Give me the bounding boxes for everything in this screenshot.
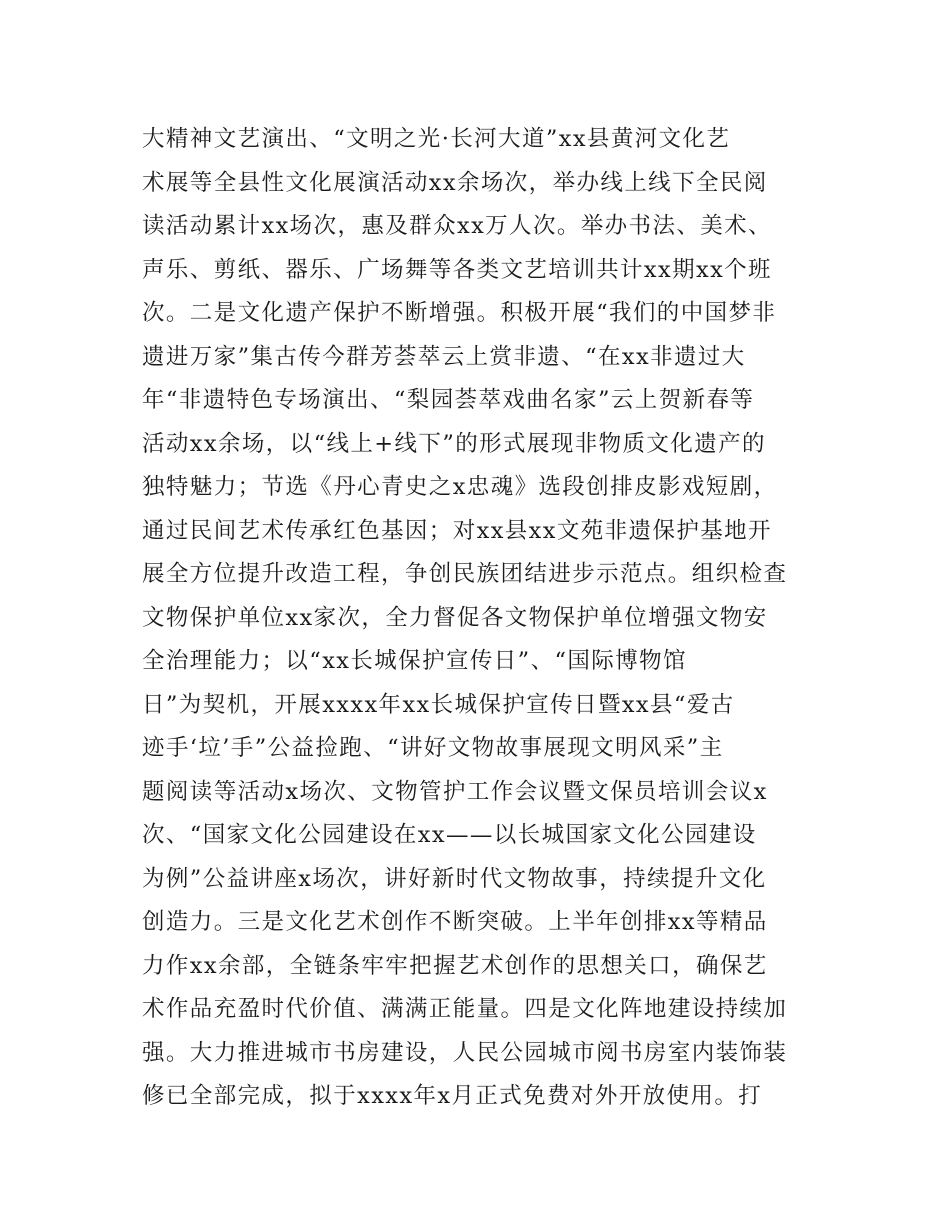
text-line: 通过民间艺术传承红色基因；对xx县xx文苑非遗保护基地开 [142,517,772,544]
text-line: 独特魅力；节选《丹心青史之x忠魂》选段创排皮影戏短剧， [142,474,778,500]
text-line: 遗进万家”集古传今群芳荟萃云上赏非遗、“在xx非遗过大 [142,343,746,370]
text-line: 日”为契机，开展xxxx年xx长城保护宣传日暨xx县“爱古 [142,691,735,718]
text-line: 强。大力推进城市书房建设，人民公园城市阅书房室内装饰装 [142,1039,788,1066]
text-line: 力作xx余部，全链条牢牢把握艺术创作的思想关口，确保艺 [142,952,768,979]
text-line: 题阅读等活动x场次、文物管护工作会议暨文保员培训会议x [142,778,768,805]
text-line: 次。二是文化遗产保护不断增强。积极开展“我们的中国梦非 [142,300,777,326]
text-line: 年“非遗特色专场演出、“梨园荟萃戏曲名家”云上贺新春等 [142,387,755,413]
text-line: 创造力。三是文化艺术创作不断突破。上半年创排xx等精品 [142,909,768,935]
text-line: 迹手‘垃’手”公益捡跑、“讲好文物故事展现文明风采”主 [142,735,724,761]
text-line: 文物保护单位xx家次，全力督促各文物保护单位增强文物安 [142,604,768,631]
text-line: 术作品充盈时代价值、满满正能量。四是文化阵地建设持续加 [142,996,788,1022]
text-line: 活动xx余场，以“线上+线下”的形式展现非物质文化遗产的 [142,430,766,457]
text-line: 全治理能力；以“xx长城保护宣传日”、“国际博物馆 [142,648,687,674]
text-line: 为例”公益讲座x场次，讲好新时代文物故事，持续提升文化 [142,865,767,892]
text-line: 大精神文艺演出、“文明之光·长河大道”xx县黄河文化艺 [142,126,731,152]
text-line: 次、“国家文化公园建设在xx——以长城国家文化公园建设 [142,822,757,848]
text-line: 声乐、剪纸、器乐、广场舞等各类文艺培训共计xx期xx个班 [142,256,772,283]
text-line: 修已全部完成，拟于xxxx年x月正式免费对外开放使用。打 [142,1083,763,1109]
text-line: 读活动累计xx场次，惠及群众xx万人次。举办书法、美术、 [142,213,772,239]
body-paragraph [142,118,822,1119]
text-line: 展全方位提升改造工程，争创民族团结进步示范点。组织检查 [142,561,788,587]
text-line: 术展等全县性文化展演活动xx余场次，举办线上线下全民阅 [142,169,768,196]
